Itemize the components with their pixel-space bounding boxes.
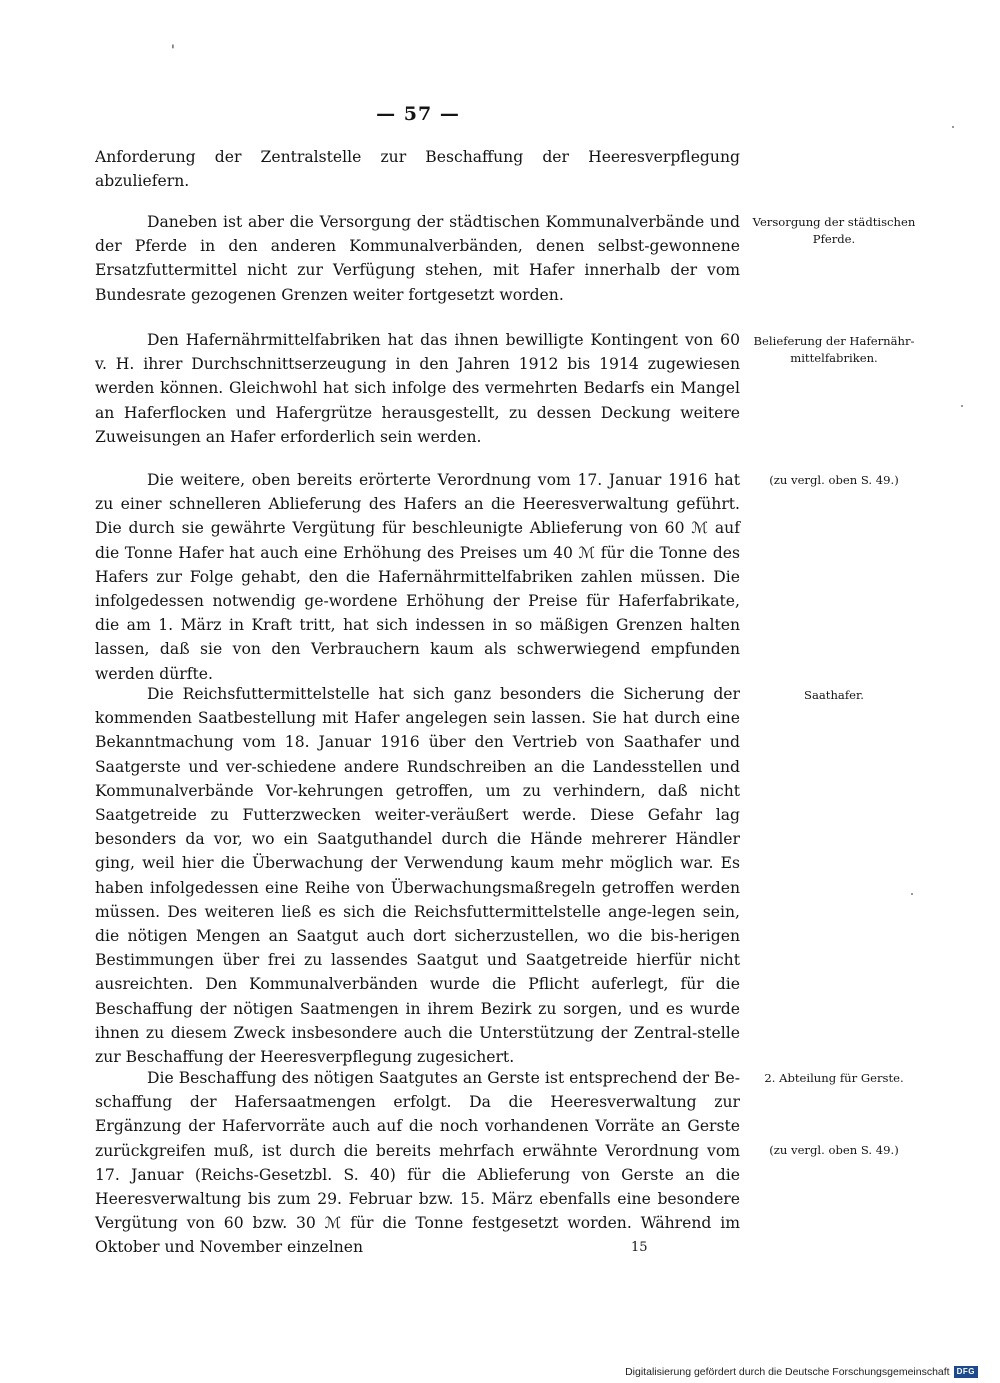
speck-mark <box>961 405 963 407</box>
paragraph-continued: Anforderung der Zentralstelle zur Beschaffung der Heeresverpflegung abzuliefern. <box>95 148 740 191</box>
margin-note-reference: (zu vergl. oben S. 49.) <box>769 1143 899 1157</box>
margin-note-belieferung: Belieferung der Hafernähr-mittelfabriken. <box>753 334 915 365</box>
speck-mark <box>952 126 954 128</box>
paragraph-saathafer: Die Reichsfuttermittelstelle hat sich ganz besonders die Sicherung der kommenden Saatbestellung mit Hafer angelegen sein lassen. Sie hat durch eine Bekanntmachung vom 18. Januar 1916 über den Vertrieb von Saathafer und Saatgerste und ver-schiedene andere Rundschreiben an die Landesstellen und Kommunalverbände Vor-kehrungen getroffen, um zu verhindern, daß nicht Saatgetreide zu Futterzwecken weiter-veräußert werde. Diese Gefahr lag besonders da vor, wo ein Saatguthandel durch die Hände mehrerer Händler ging, weil hier die Überwachung der Verwendung kaum mehr möglich war. Es haben infolgedessen eine Reihe von Überwachungsmaßregeln getroffen werden müssen. Des weiteren ließ es sich die Reichsfuttermittelstelle ange-legen sein, die nötigen Mengen an Saatgut auch dort sicherzustellen, wo die bis-herigen Bestimmungen über frei zu lassendes Saatgut und Saatgetreide hierfür nicht ausreichten. Den Kommunalverbänden wurde die Pflicht auferlegt, für die Beschaffung der nötigen Saatmengen in ihrem Bezirk zu sorgen, und es wurde ihnen zu diesem Zweck insbesondere auch die Unterstützung der Zentral-stelle zur Beschaffung der Heeresverpflegung zugesichert. <box>95 685 740 1067</box>
margin-note-saathafer: Saathafer. <box>804 688 864 702</box>
digitization-credit <box>625 1365 978 1379</box>
margin-note-versorgung: Versorgung der städtischen Pferde. <box>752 215 916 246</box>
credit-text: Digitalisierung gefördert durch die Deutsche Forschungsgemeinschaft <box>625 1366 950 1378</box>
paragraph-gerste: Die Beschaffung des nötigen Saatgutes an Gerste ist entsprechend der Be-schaffung der Hafersaatmengen erfolgt. Da die Heeresverwaltung zur Ergänzung der Hafervorräte auch auf die noch vorhandenen Vorräte an Gerste zurückgreifen muß, ist durch die bereits mehrfach erwähnte Verordnung vom 17. Januar (Reichs-Gesetzbl. S. 40) für die Ablieferung von Gerste an die Heeresverwaltung bis zum 29. Februar bzw. 15. März ebenfalls eine besondere Vergütung von 60 bzw. 30 ℳ für die Tonne festgesetzt worden. Während im Oktober und November einzelnen <box>95 1069 740 1257</box>
paragraph-verordnung: Die weitere, oben bereits erörterte Verordnung vom 17. Januar 1916 hat zu einer schnelleren Ablieferung des Hafers an die Heeresverwaltung geführt. Die durch sie gewährte Vergütung für beschleunigte Ablieferung von 60 ℳ auf die Tonne Hafer hat auch eine Erhöhung des Preises um 40 ℳ für die Tonne des Hafers zur Folge gehabt, den die Hafernährmittelfabriken zahlen müssen. Die infolgedessen notwendig ge-wordene Erhöhung der Preise für Haferfabrikate, die am 1. März in Kraft tritt, hat sich indessen in so mäßigen Grenzen halten lassen, daß sie von den Verbrauchern kaum als schwerwiegend empfunden werden dürfte. <box>95 471 740 683</box>
page-number-header: — 57 — <box>376 103 460 125</box>
stray-ink-mark: ' <box>171 43 175 59</box>
speck-mark <box>911 893 913 895</box>
margin-note-reference: (zu vergl. oben S. 49.) <box>769 473 899 487</box>
sheet-number: 15 <box>631 1240 648 1255</box>
paragraph-supply-pferde: Daneben ist aber die Versorgung der städtischen Kommunalverbände und der Pferde in den anderen Kommunalverbänden, denen selbst-gewonnene Ersatzfuttermittel nicht zur Verfügung stehen, mit Hafer innerhalb der vom Bundesrate gezogenen Grenzen weiter fortgesetzt worden. <box>95 213 740 304</box>
margin-note-gerste: 2. Abteilung für Gerste. <box>764 1071 904 1085</box>
paragraph-hafernaehrmittel: Den Hafernährmittelfabriken hat das ihnen bewilligte Kontingent von 60 v. H. ihrer Durchschnittserzeugung in den Jahren 1912 bis 1914 zugewiesen werden können. Gleichwohl hat sich infolge des vermehrten Bedarfs ein Mangel an Haferflocken und Hafergrütze herausgestellt, zu dessen Deckung weitere Zuweisungen an Hafer erforderlich sein werden. <box>95 331 740 446</box>
dfg-logo: DFG <box>954 1366 978 1378</box>
